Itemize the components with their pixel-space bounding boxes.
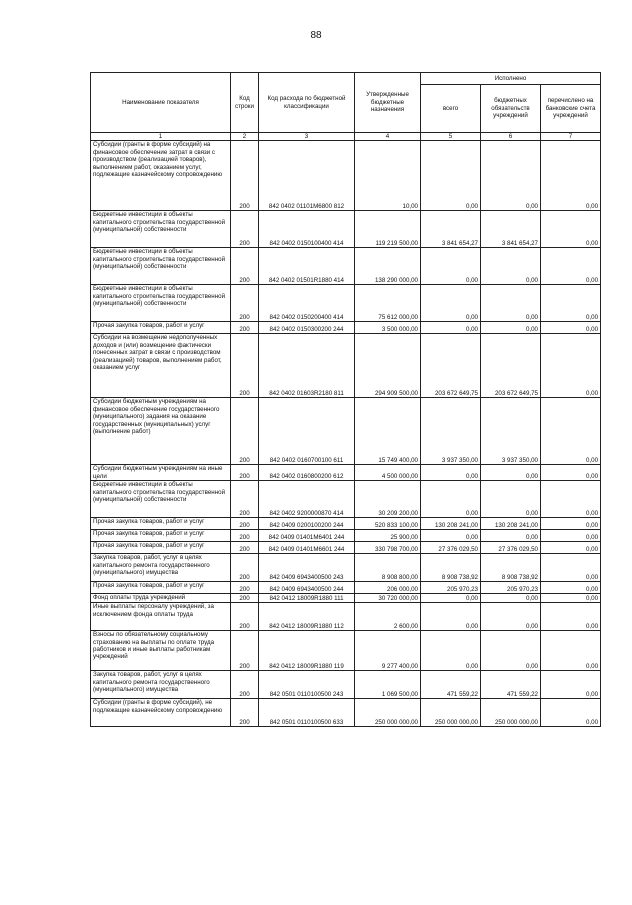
row-executed-total: 0,00 — [421, 530, 481, 542]
row-executed-total: 205 970,23 — [421, 582, 481, 594]
column-number: 1 — [91, 133, 231, 141]
column-number: 2 — [231, 133, 259, 141]
row-executed-budget-obligations: 0,00 — [481, 141, 541, 211]
row-classification-code: 842 0409 0200100200 244 — [259, 518, 355, 530]
row-name: Бюджетные инвестиции в объекты капитального строительства государственной (муниципальной) собственности — [91, 285, 231, 322]
row-name: Бюджетные инвестиции в объекты капитального строительства государственной (муниципальной) собственности — [91, 481, 231, 518]
row-approved-amount: 30 209 200,00 — [355, 481, 421, 518]
row-classification-code: 842 0402 0160700100 611 — [259, 398, 355, 465]
column-number: 4 — [355, 133, 421, 141]
row-classification-code: 842 0409 6943400500 244 — [259, 582, 355, 594]
row-approved-amount: 2 600,00 — [355, 603, 421, 631]
row-executed-budget-obligations: 0,00 — [481, 530, 541, 542]
row-executed-total: 3 937 350,00 — [421, 398, 481, 465]
row-name: Прочая закупка товаров, работ и услуг — [91, 542, 231, 554]
row-classification-code: 842 0501 0110100500 633 — [259, 699, 355, 727]
table-row — [91, 334, 601, 398]
row-line-code: 200 — [231, 699, 259, 727]
row-classification-code: 842 0402 01501R1880 414 — [259, 248, 355, 285]
row-executed-total: 0,00 — [421, 141, 481, 211]
row-line-code: 200 — [231, 322, 259, 334]
row-executed-total: 27 376 029,50 — [421, 542, 481, 554]
row-line-code: 200 — [231, 554, 259, 582]
row-approved-amount: 250 000 000,00 — [355, 699, 421, 727]
row-approved-amount: 8 908 800,00 — [355, 554, 421, 582]
row-classification-code: 842 0402 0150300200 244 — [259, 322, 355, 334]
row-classification-code: 842 0402 0150100400 414 — [259, 211, 355, 248]
row-executed-budget-obligations: 203 672 649,75 — [481, 334, 541, 398]
page-number: 88 — [310, 30, 322, 41]
row-line-code: 200 — [231, 398, 259, 465]
row-executed-transferred: 0,00 — [541, 398, 601, 465]
row-name: Субсидии бюджетным учреждениям на финансовое обеспечение государственного (муниципального) задания на оказание государственных (муниципальных) услуг (выполнение работ) — [91, 398, 231, 465]
row-executed-budget-obligations: 0,00 — [481, 631, 541, 671]
row-approved-amount: 9 277 400,00 — [355, 631, 421, 671]
row-approved-amount: 294 909 500,00 — [355, 334, 421, 398]
row-name: Субсидии бюджетным учреждениям на иные цели — [91, 465, 231, 481]
row-executed-transferred: 0,00 — [541, 141, 601, 211]
row-classification-code: 842 0409 01401М6401 244 — [259, 530, 355, 542]
row-executed-transferred: 0,00 — [541, 518, 601, 530]
table-header — [91, 73, 601, 141]
header-executed: Исполнено — [421, 73, 601, 85]
row-approved-amount: 4 500 000,00 — [355, 465, 421, 481]
header-classification-code: Код расхода по бюджетной классификации — [259, 73, 355, 133]
execution-table — [90, 72, 601, 727]
row-line-code: 200 — [231, 141, 259, 211]
table-row — [91, 465, 601, 481]
row-approved-amount: 520 833 100,00 — [355, 518, 421, 530]
row-executed-transferred: 0,00 — [541, 248, 601, 285]
row-name: Субсидии на возмещение недополученных доходов и (или) возмещение фактически понесенных затрат в связи с производством (реализацией) товаров, выполнением работ, оказанием услуг — [91, 334, 231, 398]
table-row — [91, 699, 601, 727]
row-classification-code: 842 0402 0160800200 612 — [259, 465, 355, 481]
row-executed-budget-obligations: 27 376 029,50 — [481, 542, 541, 554]
row-executed-total: 0,00 — [421, 481, 481, 518]
row-line-code: 200 — [231, 211, 259, 248]
column-number: 6 — [481, 133, 541, 141]
table-row — [91, 631, 601, 671]
row-executed-budget-obligations: 3 841 654,27 — [481, 211, 541, 248]
table-row — [91, 248, 601, 285]
row-executed-transferred: 0,00 — [541, 554, 601, 582]
row-executed-budget-obligations: 0,00 — [481, 603, 541, 631]
row-line-code: 200 — [231, 671, 259, 699]
row-name: Субсидии (гранты в форме субсидий) на финансовое обеспечение затрат в связи с производством (реализацией товаров), выполнением работ, оказанием услуг, подлежащие казначейскому сопровождению — [91, 141, 231, 211]
row-name: Фонд оплаты труда учреждений — [91, 594, 231, 603]
row-line-code: 200 — [231, 334, 259, 398]
table-row — [91, 594, 601, 603]
row-approved-amount: 25 900,00 — [355, 530, 421, 542]
row-line-code: 200 — [231, 481, 259, 518]
row-executed-total: 0,00 — [421, 594, 481, 603]
row-executed-budget-obligations: 250 000 000,00 — [481, 699, 541, 727]
row-name: Закупка товаров, работ, услуг в целях капитального ремонта государственного (муниципального) имущества — [91, 671, 231, 699]
row-name: Прочая закупка товаров, работ и услуг — [91, 530, 231, 542]
table-row — [91, 530, 601, 542]
row-executed-budget-obligations: 0,00 — [481, 481, 541, 518]
row-classification-code: 842 0409 01401М6601 244 — [259, 542, 355, 554]
header-name: Наименование показателя — [91, 73, 231, 133]
table-body — [91, 141, 601, 727]
row-name: Бюджетные инвестиции в объекты капитального строительства государственной (муниципальной) собственности — [91, 248, 231, 285]
column-number: 5 — [421, 133, 481, 141]
row-approved-amount: 10,00 — [355, 141, 421, 211]
row-line-code: 200 — [231, 582, 259, 594]
row-executed-transferred: 0,00 — [541, 582, 601, 594]
table-row — [91, 603, 601, 631]
table-row — [91, 398, 601, 465]
row-classification-code: 842 0501 0110100500 243 — [259, 671, 355, 699]
row-classification-code: 842 0402 01101М6800 812 — [259, 141, 355, 211]
row-executed-transferred: 0,00 — [541, 671, 601, 699]
row-executed-total: 471 559,22 — [421, 671, 481, 699]
row-line-code: 200 — [231, 594, 259, 603]
row-executed-budget-obligations: 471 559,22 — [481, 671, 541, 699]
row-executed-transferred: 0,00 — [541, 699, 601, 727]
row-executed-transferred: 0,00 — [541, 211, 601, 248]
table-row — [91, 285, 601, 322]
column-number: 3 — [259, 133, 355, 141]
row-approved-amount: 3 500 000,00 — [355, 322, 421, 334]
row-executed-budget-obligations: 0,00 — [481, 465, 541, 481]
table-row — [91, 554, 601, 582]
row-name: Прочая закупка товаров, работ и услуг — [91, 518, 231, 530]
row-line-code: 200 — [231, 248, 259, 285]
row-executed-total: 250 000 000,00 — [421, 699, 481, 727]
header-budget-obligations: бюджетных обязательств учреждений — [481, 85, 541, 133]
row-executed-total: 0,00 — [421, 603, 481, 631]
column-number: 7 — [541, 133, 601, 141]
table-row — [91, 322, 601, 334]
row-name: Бюджетные инвестиции в объекты капитального строительства государственной (муниципальной) собственности — [91, 211, 231, 248]
row-executed-budget-obligations: 205 970,23 — [481, 582, 541, 594]
row-name: Прочая закупка товаров, работ и услуг — [91, 322, 231, 334]
row-name: Прочая закупка товаров, работ и услуг — [91, 582, 231, 594]
header-transferred: перечислено на банковские счета учреждений — [541, 85, 601, 133]
row-classification-code: 842 0409 6943400500 243 — [259, 554, 355, 582]
row-approved-amount: 330 798 700,00 — [355, 542, 421, 554]
row-classification-code: 842 0412 18009R1880 112 — [259, 603, 355, 631]
row-executed-transferred: 0,00 — [541, 542, 601, 554]
row-line-code: 200 — [231, 542, 259, 554]
row-executed-total: 3 841 654,27 — [421, 211, 481, 248]
row-name: Иные выплаты персоналу учреждений, за исключением фонда оплаты труда — [91, 603, 231, 631]
row-line-code: 200 — [231, 285, 259, 322]
table-row — [91, 481, 601, 518]
row-approved-amount: 75 612 000,00 — [355, 285, 421, 322]
row-classification-code: 842 0412 18009R1880 111 — [259, 594, 355, 603]
row-line-code: 200 — [231, 631, 259, 671]
row-executed-total: 0,00 — [421, 322, 481, 334]
row-name: Взносы по обязательному социальному страхованию на выплаты по оплате труда работников и иные выплаты работникам учреждений — [91, 631, 231, 671]
row-executed-total: 0,00 — [421, 285, 481, 322]
row-line-code: 200 — [231, 530, 259, 542]
table-row — [91, 671, 601, 699]
row-approved-amount: 138 290 000,00 — [355, 248, 421, 285]
header-line-code: Код строки — [231, 73, 259, 133]
table-row — [91, 582, 601, 594]
row-approved-amount: 15 749 400,00 — [355, 398, 421, 465]
row-executed-transferred: 0,00 — [541, 603, 601, 631]
row-executed-total: 0,00 — [421, 248, 481, 285]
row-classification-code: 842 0402 0150200400 414 — [259, 285, 355, 322]
table-row — [91, 141, 601, 211]
row-executed-transferred: 0,00 — [541, 322, 601, 334]
row-classification-code: 842 0402 9200000870 414 — [259, 481, 355, 518]
row-executed-transferred: 0,00 — [541, 530, 601, 542]
row-executed-total: 0,00 — [421, 631, 481, 671]
row-executed-transferred: 0,00 — [541, 594, 601, 603]
row-executed-budget-obligations: 8 908 738,92 — [481, 554, 541, 582]
header-approved: Утвержденные бюджетные назначения — [355, 73, 421, 133]
row-executed-transferred: 0,00 — [541, 465, 601, 481]
row-approved-amount: 119 219 500,00 — [355, 211, 421, 248]
row-executed-budget-obligations: 130 208 241,00 — [481, 518, 541, 530]
row-name: Закупка товаров, работ, услуг в целях капитального ремонта государственного (муниципального) имущества — [91, 554, 231, 582]
row-approved-amount: 1 069 500,00 — [355, 671, 421, 699]
row-executed-budget-obligations: 0,00 — [481, 248, 541, 285]
row-executed-transferred: 0,00 — [541, 285, 601, 322]
row-executed-transferred: 0,00 — [541, 631, 601, 671]
table-row — [91, 518, 601, 530]
row-approved-amount: 206 000,00 — [355, 582, 421, 594]
row-executed-budget-obligations: 0,00 — [481, 285, 541, 322]
row-executed-transferred: 0,00 — [541, 481, 601, 518]
column-number-row — [91, 133, 601, 141]
header-total: всего — [421, 85, 481, 133]
row-executed-total: 0,00 — [421, 465, 481, 481]
row-line-code: 200 — [231, 518, 259, 530]
row-line-code: 200 — [231, 465, 259, 481]
row-classification-code: 842 0402 01603R2180 811 — [259, 334, 355, 398]
row-executed-transferred: 0,00 — [541, 334, 601, 398]
row-executed-budget-obligations: 0,00 — [481, 594, 541, 603]
row-classification-code: 842 0412 18009R1880 119 — [259, 631, 355, 671]
row-executed-budget-obligations: 0,00 — [481, 322, 541, 334]
row-line-code: 200 — [231, 603, 259, 631]
row-approved-amount: 30 720 000,00 — [355, 594, 421, 603]
row-executed-total: 130 208 241,00 — [421, 518, 481, 530]
row-executed-total: 8 908 738,92 — [421, 554, 481, 582]
row-executed-budget-obligations: 3 937 350,00 — [481, 398, 541, 465]
row-executed-total: 203 672 649,75 — [421, 334, 481, 398]
table-row — [91, 542, 601, 554]
table-row — [91, 211, 601, 248]
row-name: Субсидии (гранты в форме субсидий), не подлежащие казначейскому сопровождению — [91, 699, 231, 727]
